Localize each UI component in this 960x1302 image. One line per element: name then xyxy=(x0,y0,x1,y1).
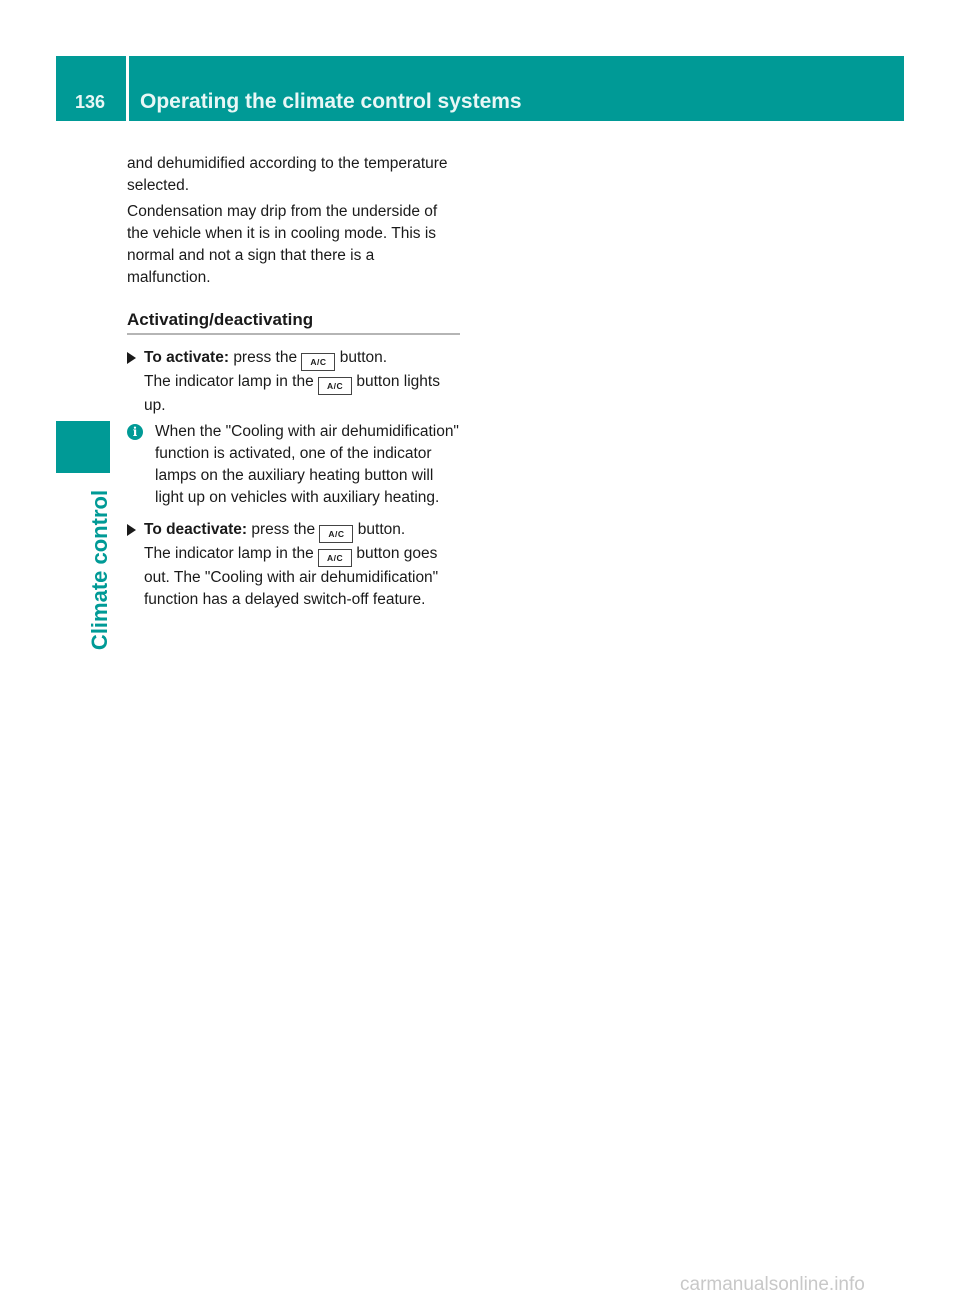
ac-button-icon: A/C xyxy=(318,377,352,395)
info-note-text: When the "Cooling with air dehumidification" function is activated, one of the indicator lamps on the auxiliary heating button will light up on vehicles with auxiliary heating. xyxy=(155,423,459,506)
ac-button-icon: A/C xyxy=(319,525,353,543)
activate-step xyxy=(127,347,460,417)
activate-text-end: button. xyxy=(339,349,388,366)
intro-paragraph: and dehumidified according to the temperature selected. xyxy=(127,155,448,194)
condensation-paragraph: Condensation may drip from the underside of the vehicle when it is in cooling mode. This is normal and not a sign that there is a malfunction. xyxy=(127,203,438,286)
ac-button-icon: A/C xyxy=(318,549,352,567)
info-note xyxy=(127,421,460,509)
info-icon: i xyxy=(127,424,143,440)
ac-button-icon: A/C xyxy=(301,353,335,371)
side-tab-label: Climate control xyxy=(87,489,112,651)
page-content xyxy=(127,153,460,611)
page-number: 136 xyxy=(74,92,106,112)
activate-text: press the xyxy=(233,349,298,366)
step-arrow-icon xyxy=(127,352,136,364)
deactivate-text-end: button. xyxy=(357,521,406,538)
deactivate-result-end: button goes out. The "Cooling with air dehumidification" function has a delayed switch-off feature. xyxy=(144,545,439,608)
section-heading: Activating/deactivating xyxy=(127,309,460,335)
watermark: carmanualsonline.info xyxy=(680,1274,865,1295)
step-arrow-icon xyxy=(127,524,136,536)
deactivate-step xyxy=(127,519,460,611)
deactivate-result: The indicator lamp in the xyxy=(144,545,314,562)
deactivate-text: press the xyxy=(251,521,316,538)
activate-label: To activate: xyxy=(144,349,229,366)
deactivate-label: To deactivate: xyxy=(144,521,248,538)
header-divider xyxy=(126,56,129,121)
page-title: Operating the climate control systems xyxy=(140,90,522,113)
activate-result-end: button lights up. xyxy=(144,373,440,414)
activate-result: The indicator lamp in the xyxy=(144,373,314,390)
side-tab-marker xyxy=(56,421,110,473)
